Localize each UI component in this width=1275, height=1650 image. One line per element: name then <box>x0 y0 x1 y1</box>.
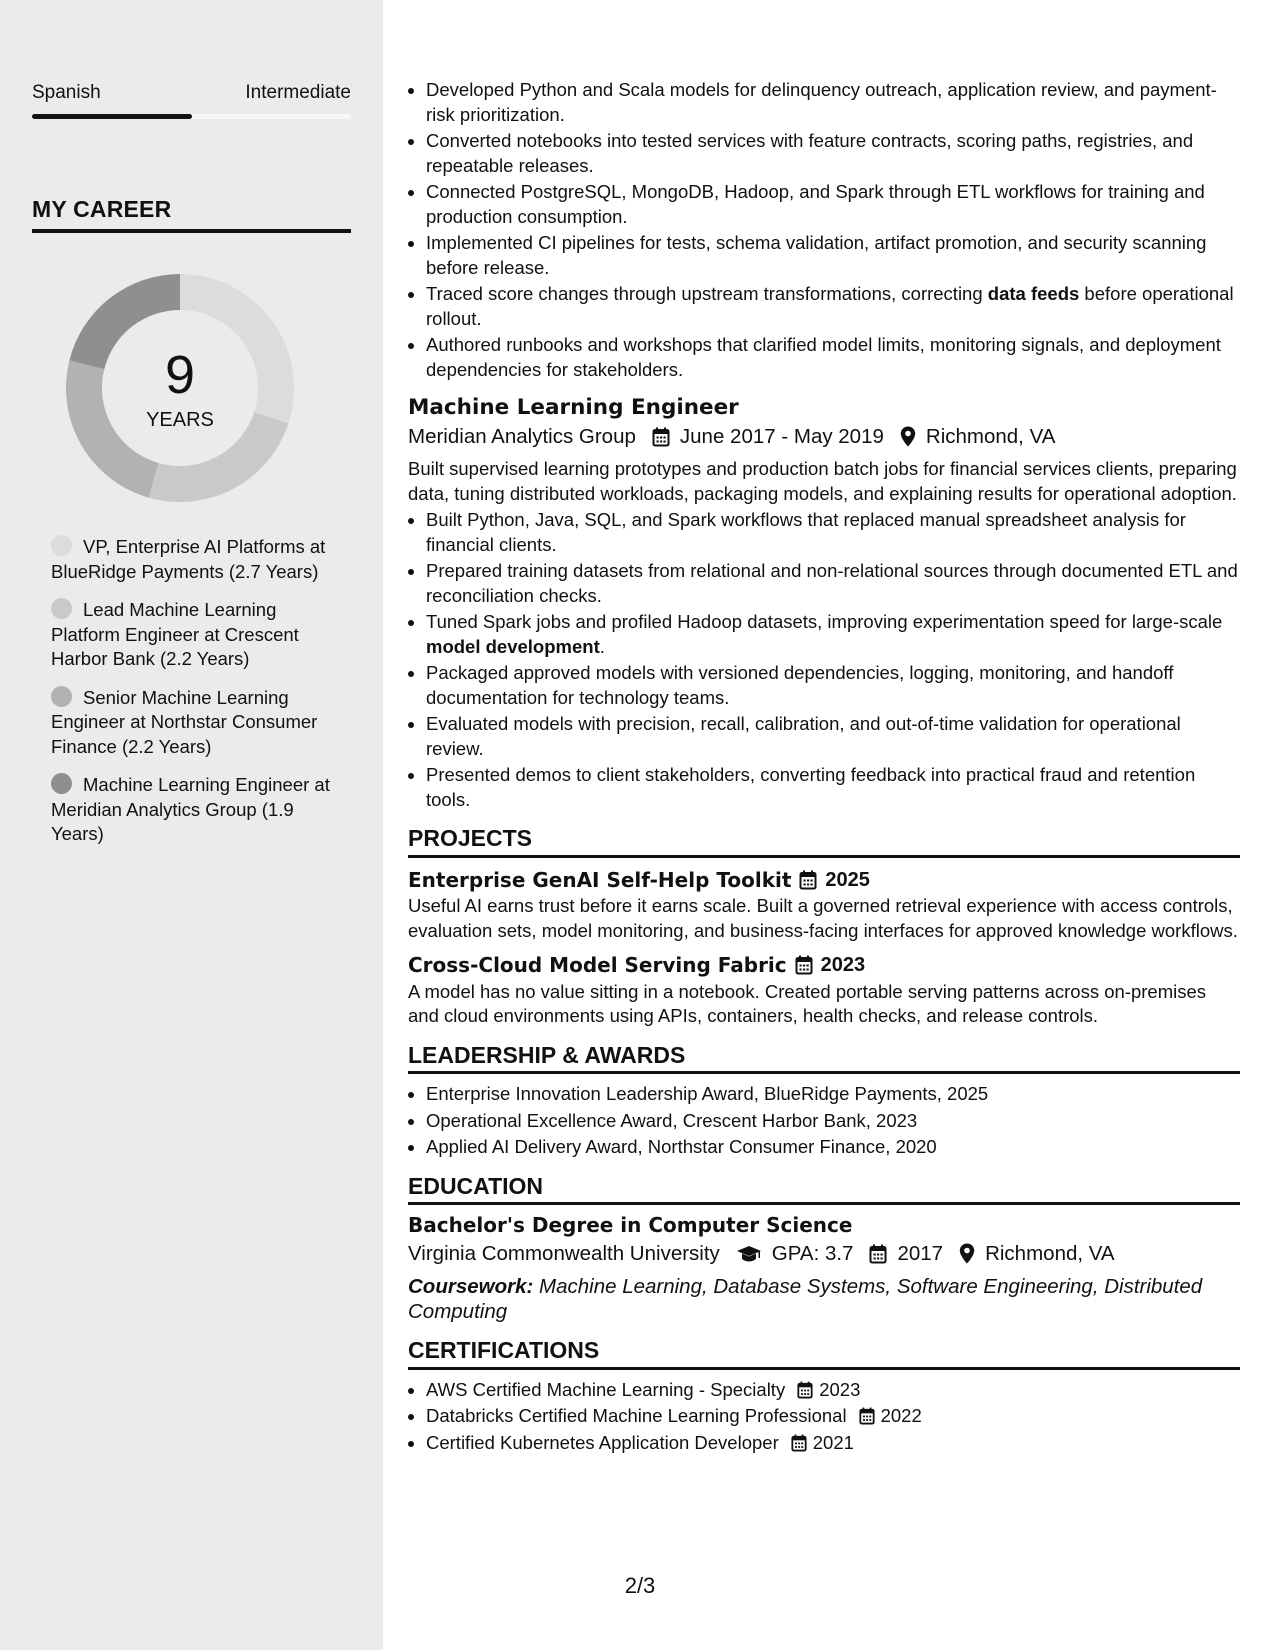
graduation-cap-icon <box>736 1245 762 1263</box>
career-years-number: 9 <box>164 345 196 405</box>
leadership-list <box>408 1082 1240 1160</box>
main-content <box>408 78 1240 1457</box>
career-years-label: YEARS <box>146 409 214 431</box>
graduation-year: 2017 <box>897 1241 944 1265</box>
project-item <box>408 953 1240 1029</box>
previous-job-bullet: • Authored runbooks and workshops that clarified model limits, monitoring signals, and deployment dependencies for stakeholders. <box>426 333 1240 382</box>
calendar-icon <box>859 1407 875 1425</box>
job-dates: June 2017 - May 2019 <box>679 424 884 448</box>
coursework-list: Machine Learning, Database Systems, Software Engineering, Distributed Computing <box>408 1275 1203 1323</box>
career-legend-text: Machine Learning Engineer at Meridian Analytics Group (1.9 Years) <box>51 774 330 844</box>
project-title: Cross-Cloud Model Serving Fabric <box>408 953 787 977</box>
leadership-item: • Operational Excellence Award, Crescent Harbor Bank, 2023 <box>426 1109 1240 1134</box>
education-location: Richmond, VA <box>985 1241 1115 1265</box>
gpa: GPA: 3.7 <box>771 1241 854 1265</box>
language-name: Spanish <box>32 82 101 103</box>
career-legend-text: VP, Enterprise AI Platforms at BlueRidge Payments (2.7 Years) <box>51 536 326 582</box>
language-level: Intermediate <box>245 82 351 103</box>
career-legend-item <box>51 773 331 847</box>
previous-job-bullet: • Implemented CI pipelines for tests, schema validation, artifact promotion, and security scanning before release. <box>426 231 1240 280</box>
leadership-item: • Applied AI Delivery Award, Northstar Consumer Finance, 2020 <box>426 1135 1240 1160</box>
certification-year: 2023 <box>819 1378 861 1400</box>
previous-job-bullet: • Traced score changes through upstream transformations, correcting data feeds before operational rollout. <box>426 282 1240 331</box>
certification-name: • AWS Certified Machine Learning - Specialty <box>426 1378 786 1400</box>
career-legend-item <box>51 598 331 672</box>
language-row <box>32 82 351 104</box>
job-bullets <box>408 508 1240 812</box>
career-heading: MY CAREER <box>32 196 351 233</box>
project-year: 2025 <box>825 868 870 891</box>
projects-heading: PROJECTS <box>408 826 1240 858</box>
calendar-icon <box>869 1244 887 1264</box>
page-number: 2/3 <box>624 1573 656 1598</box>
job-bullet: • Presented demos to client stakeholders, converting feedback into practical fraud and retention tools. <box>426 763 1240 812</box>
job-summary: Built supervised learning prototypes and production batch jobs for financial services clients, preparing data, tuning distributed workloads, packaging models, and explaining results for operational adoption. <box>408 458 1237 504</box>
certifications-list <box>408 1378 1240 1456</box>
certification-year: 2022 <box>880 1405 922 1426</box>
education-meta <box>408 1242 1240 1267</box>
project-description: Useful AI earns trust before it earns scale. Built a governed retrieval experience with access controls, evaluation sets, model monitoring, and business-facing interfaces for approved knowledge workflows. <box>408 895 1238 941</box>
legend-dot <box>51 535 72 556</box>
project-item <box>408 868 1240 944</box>
previous-job-bullets <box>408 78 1240 382</box>
project-description: A model has no value sitting in a notebook. Created portable serving patterns across on-premises and cloud environments using APIs, containers, health checks, and release controls. <box>408 980 1207 1026</box>
project-title: Enterprise GenAI Self-Help Toolkit <box>408 867 792 892</box>
certification-name: • Databricks Certified Machine Learning Professional <box>426 1405 847 1426</box>
coursework-label: Coursework: <box>408 1275 534 1298</box>
job-bullet: • Built Python, Java, SQL, and Spark workflows that replaced manual spreadsheet analysis for financial clients. <box>426 508 1240 557</box>
previous-job-bullet: • Developed Python and Scala models for delinquency outreach, application review, and payment-risk prioritization. <box>426 78 1240 127</box>
education-heading: EDUCATION <box>408 1174 1240 1206</box>
leadership-item: • Enterprise Innovation Leadership Award, BlueRidge Payments, 2025 <box>426 1082 1240 1107</box>
certification-item <box>426 1378 1240 1403</box>
career-legend-text: Senior Machine Learning Engineer at Northstar Consumer Finance (2.2 Years) <box>51 686 318 757</box>
certification-item <box>426 1404 1240 1429</box>
location-pin-icon <box>900 426 916 447</box>
project-year: 2023 <box>820 954 866 976</box>
legend-dot <box>51 686 72 707</box>
job-meta <box>408 425 1240 450</box>
certification-name: • Certified Kubernetes Application Developer <box>426 1431 779 1453</box>
school-name: Virginia Commonwealth University <box>408 1241 720 1265</box>
job-company: Meridian Analytics Group <box>408 424 636 448</box>
calendar-icon <box>795 955 813 975</box>
career-legend-item <box>51 535 331 584</box>
sidebar <box>0 0 383 1650</box>
career-legend-item <box>51 686 331 760</box>
calendar-icon <box>799 870 817 890</box>
certification-item <box>426 1431 1240 1456</box>
career-legend-text: Lead Machine Learning Platform Engineer at Crescent Harbor Bank (2.2 Years) <box>51 599 299 669</box>
language-proficiency-bar <box>32 114 351 119</box>
legend-dot <box>51 773 72 794</box>
certification-year: 2021 <box>812 1431 854 1453</box>
job-title: Machine Learning Engineer <box>408 395 739 420</box>
calendar-icon <box>791 1434 807 1452</box>
degree-title: Bachelor's Degree in Computer Science <box>408 1213 853 1237</box>
job-bullet: • Evaluated models with precision, recall, calibration, and out-of-time validation for operational review. <box>426 712 1240 761</box>
leadership-heading: LEADERSHIP & AWARDS <box>408 1043 1240 1075</box>
job-bullet: • Tuned Spark jobs and profiled Hadoop datasets, improving experimentation speed for large-scale model development. <box>426 610 1240 659</box>
job-bullet: • Prepared training datasets from relational and non-relational sources through documented ETL and reconciliation checks. <box>426 559 1240 608</box>
previous-job-bullet: • Connected PostgreSQL, MongoDB, Hadoop, and Spark through ETL workflows for training and production consumption. <box>426 180 1240 229</box>
legend-dot <box>51 598 72 619</box>
job-bullet: • Packaged approved models with versioned dependencies, logging, monitoring, and handoff documentation for technology teams. <box>426 661 1240 710</box>
calendar-icon <box>797 1381 813 1399</box>
career-legend <box>51 535 331 861</box>
certifications-heading: CERTIFICATIONS <box>408 1338 1240 1370</box>
coursework <box>408 1274 1240 1324</box>
previous-job-bullet: • Converted notebooks into tested services with feature contracts, scoring paths, registries, and repeatable releases. <box>426 129 1240 178</box>
location-pin-icon <box>959 1243 975 1264</box>
job-location: Richmond, VA <box>925 424 1056 448</box>
calendar-icon <box>652 427 670 447</box>
language-proficiency-fill <box>32 114 192 119</box>
